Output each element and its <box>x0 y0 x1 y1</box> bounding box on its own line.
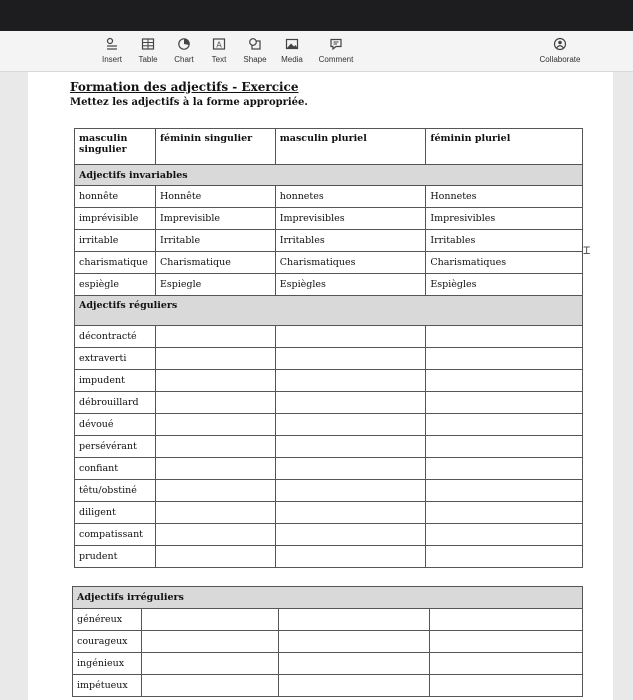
table-cell[interactable] <box>155 348 275 370</box>
table-row <box>75 348 583 370</box>
table-cell[interactable]: prudent <box>75 546 156 568</box>
table-cell[interactable] <box>430 631 583 653</box>
table-cell[interactable] <box>155 370 275 392</box>
table-row <box>75 436 583 458</box>
table-cell[interactable] <box>278 653 430 675</box>
table-row <box>73 631 583 653</box>
text-label: Text <box>211 55 227 64</box>
table-cell[interactable]: Charismatiques <box>275 252 426 274</box>
table-cell[interactable]: Espiègles <box>426 274 583 296</box>
shape-icon <box>248 37 262 51</box>
table-cell[interactable]: Irritables <box>426 230 583 252</box>
table-cell[interactable] <box>430 675 583 697</box>
table-row <box>75 274 583 296</box>
comment-icon <box>329 37 343 51</box>
chart-label: Chart <box>174 55 194 64</box>
insert-label: Insert <box>101 55 122 64</box>
table-cell[interactable] <box>275 436 426 458</box>
section-reguliers-label[interactable]: Adjectifs réguliers <box>75 296 583 326</box>
table-icon <box>141 37 155 51</box>
table-cell[interactable]: Imprevisibles <box>275 208 426 230</box>
table-cell[interactable] <box>155 524 275 546</box>
table-row <box>73 609 583 631</box>
table-label: Table <box>138 55 158 64</box>
table-cell[interactable] <box>430 609 583 631</box>
table-cell[interactable] <box>155 480 275 502</box>
table-cell[interactable]: charismatique <box>75 252 156 274</box>
table-cell[interactable] <box>426 370 583 392</box>
media-icon <box>285 37 299 51</box>
table-cell[interactable] <box>426 502 583 524</box>
table-row <box>75 326 583 348</box>
table-cell[interactable]: irritable <box>75 230 156 252</box>
table-cell[interactable] <box>155 546 275 568</box>
table-cell[interactable] <box>141 653 278 675</box>
chart-icon <box>177 37 191 51</box>
table-cell[interactable]: ingénieux <box>73 653 142 675</box>
table-cell[interactable] <box>426 414 583 436</box>
table-cell[interactable] <box>141 609 278 631</box>
table-row <box>75 370 583 392</box>
table-cell[interactable]: impétueux <box>73 675 142 697</box>
table-row <box>73 675 583 697</box>
section-row-invariables <box>75 165 583 186</box>
table-row <box>73 653 583 675</box>
header-masculin-singulier[interactable]: masculin singulier <box>75 129 156 165</box>
table-cell[interactable]: extraverti <box>75 348 156 370</box>
table-row <box>75 480 583 502</box>
insert-icon <box>105 37 119 51</box>
table-row <box>75 392 583 414</box>
table-cell[interactable] <box>426 458 583 480</box>
table-cell[interactable] <box>155 502 275 524</box>
table-cell[interactable] <box>426 436 583 458</box>
table-row <box>75 458 583 480</box>
table-row <box>75 502 583 524</box>
table-cell[interactable] <box>155 326 275 348</box>
document-page[interactable] <box>28 72 613 700</box>
window-top-bar <box>0 0 633 31</box>
media-label: Media <box>281 55 303 64</box>
table-row <box>75 186 583 208</box>
table-cell[interactable] <box>426 326 583 348</box>
table-cell[interactable] <box>278 675 430 697</box>
header-feminin-pluriel[interactable]: féminin pluriel <box>426 129 583 165</box>
table-cell[interactable]: imprévisible <box>75 208 156 230</box>
table-cell[interactable]: courageux <box>73 631 142 653</box>
table-cell[interactable] <box>275 392 426 414</box>
table-row <box>75 252 583 274</box>
table-row <box>75 230 583 252</box>
table-cell[interactable] <box>275 524 426 546</box>
table-cell[interactable] <box>155 414 275 436</box>
table-cell[interactable]: confiant <box>75 458 156 480</box>
table-cell[interactable] <box>275 326 426 348</box>
table-cell[interactable]: Irritable <box>155 230 275 252</box>
table-cell[interactable]: diligent <box>75 502 156 524</box>
table-cell[interactable] <box>275 414 426 436</box>
table-cell[interactable] <box>155 458 275 480</box>
table-cell[interactable] <box>278 609 430 631</box>
table-cell[interactable] <box>275 480 426 502</box>
table-cell[interactable] <box>275 348 426 370</box>
table-cell[interactable] <box>426 348 583 370</box>
table-row <box>75 524 583 546</box>
table-cell[interactable]: Charismatiques <box>426 252 583 274</box>
table-cell[interactable]: débrouillard <box>75 392 156 414</box>
section-row-reguliers <box>75 296 583 326</box>
table-cell[interactable] <box>275 458 426 480</box>
table-cell[interactable]: compatissant <box>75 524 156 546</box>
table-cell[interactable] <box>426 392 583 414</box>
media-button[interactable] <box>270 37 314 64</box>
table-row <box>75 208 583 230</box>
table-cell[interactable] <box>426 524 583 546</box>
table-cell[interactable]: persévérant <box>75 436 156 458</box>
table-cell[interactable] <box>426 546 583 568</box>
table-cell[interactable] <box>141 631 278 653</box>
table-cell[interactable]: espiègle <box>75 274 156 296</box>
header-feminin-singulier[interactable]: féminin singulier <box>155 129 275 165</box>
table-cell[interactable]: dévoué <box>75 414 156 436</box>
section-irreguliers-label[interactable]: Adjectifs irréguliers <box>73 587 583 609</box>
toolbar <box>0 31 633 72</box>
table-cell[interactable] <box>155 392 275 414</box>
irregular-adjectives-table <box>72 586 583 697</box>
comment-button[interactable] <box>314 37 358 64</box>
collaborate-button[interactable] <box>532 37 588 64</box>
svg-text:A: A <box>216 40 222 50</box>
table-cell[interactable]: Charismatique <box>155 252 275 274</box>
table-cell[interactable]: honnête <box>75 186 156 208</box>
shape-label: Shape <box>243 55 267 64</box>
table-cell[interactable]: impudent <box>75 370 156 392</box>
table-cell[interactable]: têtu/obstiné <box>75 480 156 502</box>
text-icon <box>212 37 226 51</box>
table-cell[interactable] <box>430 653 583 675</box>
table-cell[interactable]: Honnetes <box>426 186 583 208</box>
collaborate-icon <box>553 37 567 51</box>
table-cell[interactable]: Irritables <box>275 230 426 252</box>
table-cell[interactable] <box>155 436 275 458</box>
table-header-row <box>75 129 583 165</box>
header-masculin-pluriel[interactable]: masculin pluriel <box>275 129 426 165</box>
table-cell[interactable] <box>426 480 583 502</box>
table-cell[interactable]: Imprevisible <box>155 208 275 230</box>
table-cell[interactable] <box>275 546 426 568</box>
table-cell[interactable]: généreux <box>73 609 142 631</box>
adjectives-table <box>74 128 583 568</box>
document-title[interactable]: Formation des adjectifs - Exercice <box>70 80 299 94</box>
table-cell[interactable]: Impresivibles <box>426 208 583 230</box>
comment-label: Comment <box>318 55 354 64</box>
table-cell[interactable] <box>278 631 430 653</box>
table-cell[interactable] <box>275 502 426 524</box>
table-cell[interactable]: Honnête <box>155 186 275 208</box>
table-cell[interactable]: Espiègles <box>275 274 426 296</box>
section-invariables-label[interactable]: Adjectifs invariables <box>75 165 583 186</box>
table-row <box>75 546 583 568</box>
table-cell[interactable]: décontracté <box>75 326 156 348</box>
collaborate-label: Collaborate <box>539 55 581 64</box>
table-cell[interactable]: honnetes <box>275 186 426 208</box>
text-cursor-icon: ⌶ <box>583 243 591 257</box>
table-cell[interactable] <box>275 370 426 392</box>
document-subtitle[interactable]: Mettez les adjectifs à la forme appropriée. <box>70 97 308 108</box>
section-row-irreguliers <box>73 587 583 609</box>
table-cell[interactable]: Espiegle <box>155 274 275 296</box>
table-cell[interactable] <box>141 675 278 697</box>
table-row <box>75 414 583 436</box>
